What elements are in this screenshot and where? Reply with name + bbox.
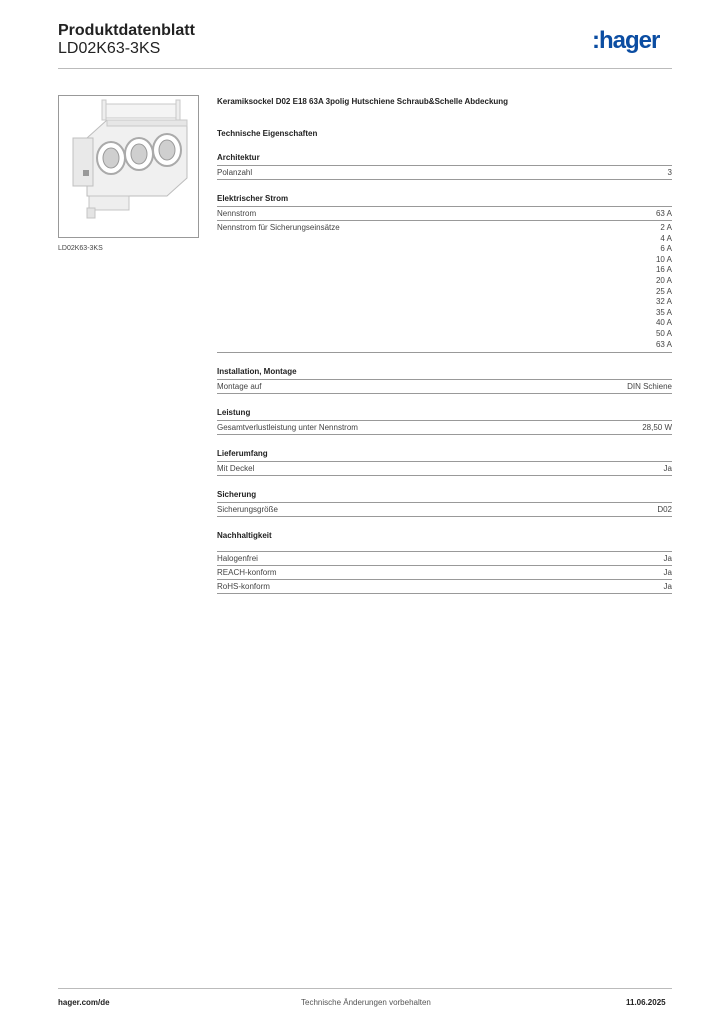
property-row — [217, 221, 672, 353]
property-value: Ja — [663, 568, 672, 578]
property-label: Mit Deckel — [217, 464, 255, 474]
property-row — [217, 380, 672, 394]
property-value: 63 A — [655, 209, 672, 218]
value-item: 32 A — [655, 297, 672, 307]
group-title: Sicherung — [217, 490, 672, 503]
property-value: Ja — [663, 582, 672, 592]
property-label: Polanzahl — [217, 168, 253, 177]
image-caption: LD02K63-3KS — [58, 245, 103, 252]
property-label: Nennstrom — [217, 209, 257, 218]
page-title: Produktdatenblatt — [58, 22, 195, 39]
property-label: Nennstrom für Sicherungseinsätze — [217, 223, 340, 232]
property-row — [217, 421, 672, 435]
group-title: Leistung — [217, 408, 672, 421]
value-item: 20 A — [655, 275, 672, 285]
group-architektur — [217, 153, 672, 180]
header-divider — [58, 68, 672, 69]
group-sicherung — [217, 490, 672, 517]
footer-divider — [58, 988, 672, 989]
group-title: Installation, Montage — [217, 367, 672, 380]
property-value: D02 — [657, 505, 672, 515]
product-code: LD02K63-3KS — [58, 40, 161, 57]
value-item: 6 A — [660, 244, 672, 254]
property-value: Ja — [663, 464, 672, 474]
property-label: Sicherungsgröße — [217, 505, 278, 515]
property-value: Ja — [663, 554, 672, 564]
datasheet-content — [217, 97, 672, 594]
product-image — [58, 95, 199, 238]
value-item: 10 A — [655, 254, 672, 264]
property-label: REACH-konform — [217, 568, 277, 578]
property-row — [217, 566, 672, 580]
group-installation — [217, 367, 672, 394]
group-title: Lieferumfang — [217, 449, 672, 462]
value-item: 40 A — [655, 318, 672, 328]
property-row — [217, 207, 672, 221]
property-row — [217, 462, 672, 476]
website-link[interactable]: hager.com/de — [58, 998, 110, 1007]
footer-date: 11.06.2025 — [626, 998, 666, 1007]
property-value: 28,50 W — [642, 423, 672, 433]
property-value: 3 — [667, 168, 672, 177]
value-item: 4 A — [660, 233, 672, 243]
value-item: 16 A — [655, 265, 672, 275]
value-item: 25 A — [655, 286, 672, 296]
property-label: RoHS-konform — [217, 582, 270, 592]
property-label: Gesamtverlustleistung unter Nennstrom — [217, 423, 358, 433]
section-title: Technische Eigenschaften — [217, 129, 318, 138]
property-label: Halogenfrei — [217, 554, 258, 564]
product-description: Keramiksockel D02 E18 63A 3polig Hutschiene Schraub&Schelle Abdeckung — [217, 97, 509, 106]
group-title: Nachhaltigkeit — [217, 531, 272, 541]
value-item: 63 A — [655, 339, 672, 349]
group-title: Architektur — [217, 153, 672, 166]
property-row — [217, 580, 672, 594]
value-item: 35 A — [655, 307, 672, 317]
footer-disclaimer: Technische Änderungen vorbehalten — [301, 998, 431, 1007]
group-lieferumfang — [217, 449, 672, 476]
ceramic-base-illustration — [59, 96, 198, 237]
property-value-list — [656, 223, 672, 350]
property-list — [217, 551, 672, 594]
value-item: 50 A — [655, 328, 672, 338]
group-title: Elektrischer Strom — [217, 194, 672, 207]
group-nachhaltigkeit — [217, 531, 672, 594]
property-row — [217, 503, 672, 517]
property-row — [217, 166, 672, 180]
property-value: DIN Schiene — [627, 382, 672, 392]
group-elektrischer-strom — [217, 194, 672, 353]
group-leistung — [217, 408, 672, 435]
value-item: 2 A — [660, 223, 672, 232]
property-row — [217, 552, 672, 566]
hager-logo: :hager — [592, 27, 660, 54]
property-label: Montage auf — [217, 382, 262, 392]
